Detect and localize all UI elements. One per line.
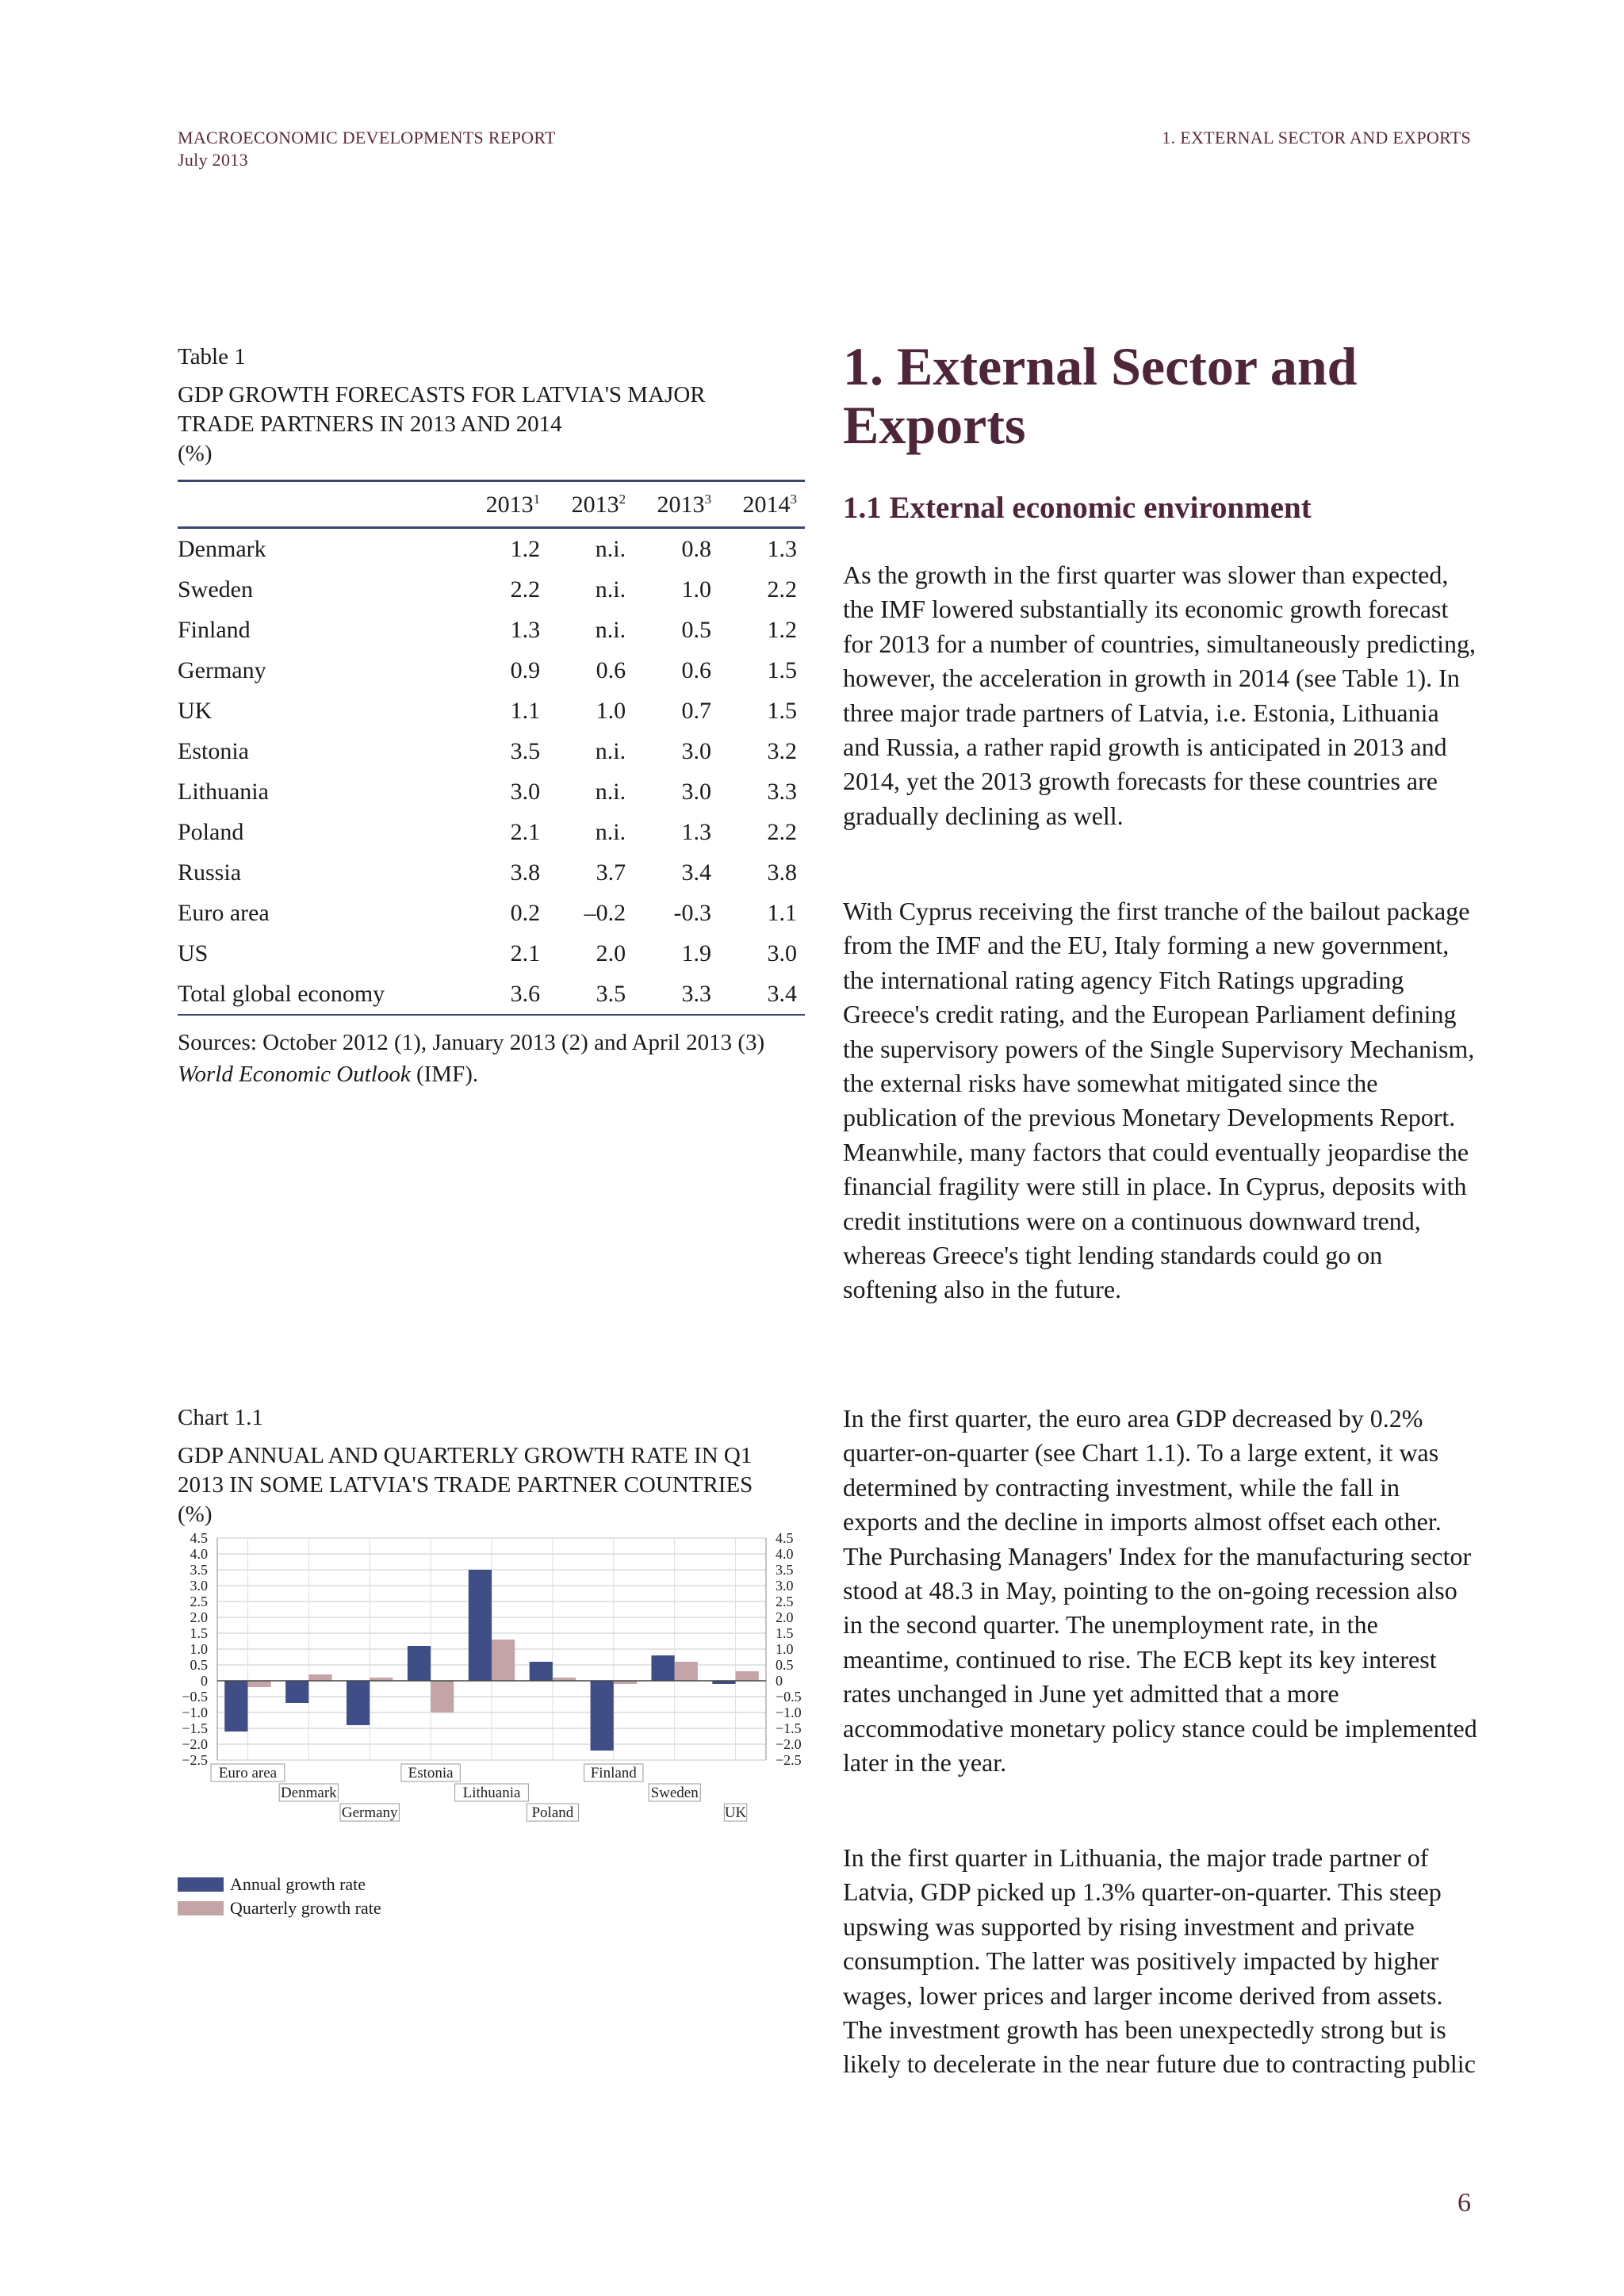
value-cell: 3.2 (767, 738, 797, 764)
chart-1-1-block (178, 1403, 812, 1918)
table-1-block (178, 342, 805, 1090)
table-row (178, 771, 805, 812)
section-subtitle: 1.1 External economic environment (843, 491, 1312, 525)
country-cell: Poland (178, 819, 244, 845)
category-label: Euro area (218, 1765, 278, 1781)
value-cell: 3.3 (634, 974, 719, 1015)
country-cell: Lithuania (178, 779, 269, 805)
annual-bar (408, 1646, 431, 1681)
legend-annual: Annual growth rate (178, 1874, 366, 1895)
quarterly-bar (431, 1681, 454, 1712)
y-tick-label-right: 0 (776, 1673, 783, 1689)
table-row (178, 731, 805, 771)
value-cell: n.i. (595, 536, 626, 562)
value-cell: 1.0 (681, 576, 712, 603)
y-tick-label-right: 0.5 (776, 1657, 794, 1673)
value-cell: 3.0 (767, 940, 797, 966)
value-cell: 1.0 (596, 698, 626, 724)
value-cell: 3.6 (462, 974, 548, 1015)
running-header-right: 1. EXTERNAL SECTOR AND EXPORTS (1162, 128, 1471, 147)
value-cell: 1.9 (681, 940, 712, 966)
category-label: Germany (341, 1804, 398, 1821)
header-col-2: 2013$^2$ (548, 481, 634, 528)
gdp-forecast-table (178, 480, 805, 1016)
value-cell: 3.0 (681, 779, 712, 805)
running-header-left (178, 127, 556, 171)
y-tick-label-right: 2.0 (776, 1609, 794, 1625)
table-title (178, 381, 805, 469)
annual-bar (530, 1662, 553, 1681)
legend-swatch-annual (178, 1877, 224, 1892)
value-cell: n.i. (595, 738, 626, 764)
quarterly-bar (736, 1671, 759, 1681)
legend-quarterly: Quarterly growth rate (178, 1898, 381, 1919)
y-tick-label-right: 4.5 (776, 1530, 794, 1546)
section-title: 1. External Sector and Exports (843, 336, 1358, 455)
value-cell: 2.2 (767, 819, 797, 845)
paragraph-4: In the first quarter in Lithuania, the major trade partner of Latvia, GDP picked up 1.3% quarter-on-quarter. This steep upswing was supported by rising investment and private consumption. The latter was positively impacted by higher wages, lower prices and larger income derived from assets. The investment growth has been unexpectedly strong but is likely to decelerate in the near future due to contracting public (843, 1843, 1476, 2079)
y-tick-label-left: −0.5 (182, 1689, 208, 1705)
value-cell: 2.2 (767, 576, 797, 603)
paragraph-1: As the growth in the first quarter was slower than expected, the IMF lowered substantially its economic growth forecast for 2013 for a number of countries, simultaneously predicting, however, the acceleration in growth in 2014 (see Table 1). In three major trade partners of Latvia, i.e. Estonia, Lithuania and Russia, a rather rapid growth is anticipated in 2013 and 2014, yet the 2013 growth forecasts for these countries are gradually declining as well. (843, 561, 1477, 830)
value-cell: 3.8 (767, 859, 797, 886)
country-cell: Estonia (178, 738, 249, 764)
y-tick-label-left: −2.0 (182, 1736, 208, 1752)
value-cell: 0.6 (596, 657, 626, 683)
table-row (178, 893, 805, 933)
value-cell: 0.8 (681, 536, 712, 562)
report-title: MACROECONOMIC DEVELOPMENTS REPORT (178, 128, 556, 147)
table-row (178, 528, 805, 570)
quarterly-bar (492, 1640, 515, 1681)
table-header-row (178, 481, 805, 528)
paragraph-3: In the first quarter, the euro area GDP decreased by 0.2% quarter-on-quarter (see Chart 1.1). To a large extent, it was determined by contracting investment, while the fall in exports and the decline in imports almost offset each other. The Purchasing Managers' Index for the manufacturing sector stood at 48.3 in May, pointing to the on-going recession also in the second quarter. The unemployment rate, in the meantime, continued to rise. The ECB kept its key interest rates unchanged in June yet admitted that a more accommodative monetary policy stance could be implemented later in the year. (843, 1404, 1477, 1777)
chart-title-line2: 2013 IN SOME LATVIA'S TRADE PARTNER COUNTRIES (178, 1472, 753, 1498)
y-tick-label-right: 3.5 (776, 1562, 794, 1578)
y-tick-label-right: 1.5 (776, 1625, 794, 1641)
value-cell: n.i. (595, 617, 626, 643)
chart-title (178, 1441, 812, 1529)
report-date: July 2013 (178, 150, 248, 170)
value-cell: n.i. (595, 576, 626, 603)
y-tick-label-left: 0 (201, 1673, 208, 1689)
annual-bar (285, 1681, 308, 1703)
chart-label: Chart 1.1 (178, 1405, 263, 1430)
country-cell: Finland (178, 617, 251, 643)
header-col-4: 2014$^3$ (719, 481, 805, 528)
value-cell: 3.5 (510, 738, 541, 764)
category-label: Lithuania (462, 1785, 521, 1801)
y-tick-label-right: 4.0 (776, 1546, 794, 1562)
value-cell: n.i. (595, 779, 626, 805)
category-label: Estonia (408, 1765, 454, 1781)
value-cell: 1.5 (767, 657, 797, 683)
y-tick-label-left: 1.5 (190, 1625, 208, 1641)
table-row (178, 650, 805, 691)
y-tick-label-left: 1.0 (190, 1641, 208, 1657)
value-cell: 1.2 (510, 536, 541, 562)
value-cell: –0.2 (584, 900, 626, 926)
annual-bar (469, 1570, 492, 1681)
y-tick-label-left: 4.0 (190, 1546, 208, 1562)
value-cell: 3.8 (510, 859, 541, 886)
y-tick-label-right: −0.5 (776, 1689, 802, 1705)
country-cell: Total global economy (178, 974, 462, 1015)
value-cell: -0.3 (673, 900, 712, 926)
value-cell: 3.4 (681, 859, 712, 886)
page-number: 6 (1457, 2188, 1471, 2218)
y-tick-label-right: 2.5 (776, 1594, 794, 1609)
y-tick-label-left: −1.0 (182, 1705, 208, 1720)
annual-bar (347, 1681, 370, 1725)
growth-bar-chart (178, 1530, 812, 1863)
category-label: Sweden (650, 1785, 699, 1801)
country-cell: Denmark (178, 536, 266, 562)
table-row (178, 812, 805, 852)
value-cell: 0.5 (681, 617, 712, 643)
quarterly-bar (247, 1681, 270, 1687)
value-cell: n.i. (595, 819, 626, 845)
annual-bar (591, 1681, 614, 1751)
header-col-3: 2013$^3$ (634, 481, 719, 528)
value-cell: 3.5 (548, 974, 634, 1015)
quarterly-bar (675, 1662, 698, 1681)
value-cell: 3.3 (767, 779, 797, 805)
y-tick-label-left: 3.0 (190, 1578, 208, 1594)
y-tick-label-left: −2.5 (182, 1752, 208, 1768)
y-tick-label-left: −1.5 (182, 1720, 208, 1736)
annual-bar (224, 1681, 247, 1732)
header-col-1: 2013$^1$ (462, 481, 548, 528)
value-cell: 1.5 (767, 698, 797, 724)
country-cell: Germany (178, 657, 266, 683)
y-tick-label-left: 2.5 (190, 1594, 208, 1609)
table-title-line1: GDP GROWTH FORECASTS FOR LATVIA'S MAJOR (178, 382, 706, 408)
y-tick-label-right: −2.5 (776, 1752, 802, 1768)
value-cell: 3.0 (681, 738, 712, 764)
table-sources: Sources: October 2012 (1), January 2013 (2) and April 2013 (3) World Economic Outlook (IMF). (178, 1030, 765, 1087)
paragraph-2: With Cyprus receiving the first tranche of the bailout package from the IMF and the EU, Italy forming a new government, the international rating agency Fitch Ratings upgrading Greece's credit rating, and the European Parliament defining the supervisory powers of the Single Supervisory Mechanism, the external risks have somewhat mitigated since the publication of the previous Monetary Developments Report. Meanwhile, many factors that could eventually jeopardise the financial fragility were still in place. In Cyprus, deposits with credit institutions were on a continuous downward trend, whereas Greece's tight lending standards could go on softening also in the future. (843, 897, 1475, 1304)
table-row (178, 691, 805, 731)
table-label: Table 1 (178, 344, 246, 369)
value-cell: 1.1 (510, 698, 541, 724)
table-row (178, 610, 805, 650)
y-tick-label-right: 1.0 (776, 1641, 794, 1657)
value-cell: 2.0 (596, 940, 626, 966)
value-cell: 3.4 (719, 974, 805, 1015)
y-tick-label-left: 3.5 (190, 1562, 208, 1578)
y-tick-label-right: 3.0 (776, 1578, 794, 1594)
category-label: Poland (531, 1804, 574, 1821)
value-cell: 1.3 (767, 536, 797, 562)
table-unit: (%) (178, 441, 213, 466)
y-tick-label-left: 4.5 (190, 1530, 208, 1546)
table-title-line2: TRADE PARTNERS IN 2013 AND 2014 (178, 411, 562, 437)
country-cell: Russia (178, 859, 242, 886)
quarterly-bar (308, 1674, 331, 1681)
value-cell: 1.3 (510, 617, 541, 643)
category-label: Finland (590, 1765, 637, 1781)
value-cell: 0.9 (510, 657, 541, 683)
value-cell: 3.7 (596, 859, 626, 886)
value-cell: 2.2 (510, 576, 541, 603)
chart-title-line1: GDP ANNUAL AND QUARTERLY GROWTH RATE IN Q1 (178, 1443, 753, 1468)
table-row (178, 852, 805, 893)
category-label: UK (724, 1804, 747, 1821)
value-cell: 2.1 (510, 940, 541, 966)
country-cell: Euro area (178, 900, 270, 926)
country-cell: Sweden (178, 576, 253, 603)
value-cell: 0.2 (510, 900, 541, 926)
y-tick-label-left: 0.5 (190, 1657, 208, 1673)
legend-swatch-quarterly (178, 1901, 224, 1915)
y-tick-label-left: 2.0 (190, 1609, 208, 1625)
value-cell: 1.1 (767, 900, 797, 926)
value-cell: 0.7 (681, 698, 712, 724)
y-tick-label-right: −2.0 (776, 1736, 802, 1752)
country-cell: US (178, 940, 209, 966)
value-cell: 3.0 (510, 779, 541, 805)
table-row (178, 933, 805, 974)
header-country (178, 481, 462, 528)
chart-unit: (%) (178, 1502, 213, 1527)
country-cell: UK (178, 698, 213, 724)
table-row (178, 974, 805, 1015)
value-cell: 2.1 (510, 819, 541, 845)
y-tick-label-right: −1.0 (776, 1705, 802, 1720)
table-row (178, 569, 805, 610)
y-tick-label-right: −1.5 (776, 1720, 802, 1736)
value-cell: 1.2 (767, 617, 797, 643)
category-label: Denmark (280, 1785, 337, 1801)
annual-bar (651, 1655, 674, 1681)
value-cell: 1.3 (681, 819, 712, 845)
value-cell: 0.6 (681, 657, 712, 683)
